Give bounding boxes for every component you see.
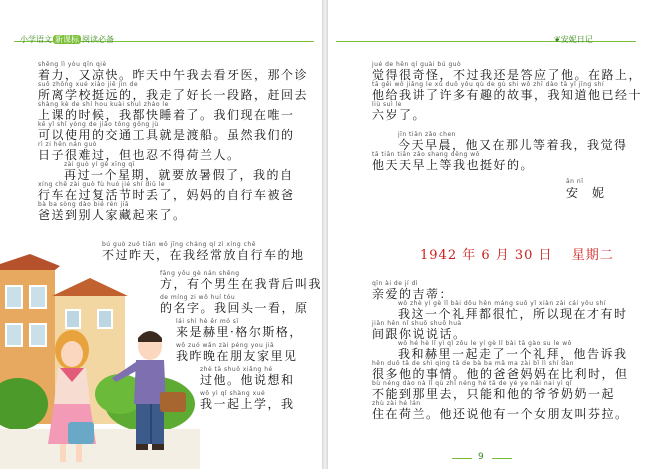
pinyin-line: wǒ yì qǐ shàng xué — [200, 390, 266, 397]
body-line: 我昨晚在朋友家里见 — [176, 349, 298, 363]
pinyin-line: bù néng dào nà lǐ qù zhǐ néng hé tā de yé ye nǎi nai yì qǐ — [372, 380, 573, 387]
body-line: 住在荷兰。他还说他有一个女朋友叫芬拉。 — [372, 407, 629, 421]
page-number-rule-right — [492, 458, 512, 459]
pinyin-line: kě yǐ shǐ yòng de jiāo tōng gōng jù — [38, 121, 159, 128]
body-line: 着力，又凉快。昨天中午我去看牙医，那个诊 — [38, 68, 309, 82]
body-line: 方，有个男生在我背后叫我 — [160, 277, 323, 291]
page-number-rule-left — [452, 458, 472, 459]
pinyin-line: fāng yǒu gè nán shēng — [160, 270, 240, 277]
pinyin-line: qīn ài de jí dì — [372, 280, 419, 287]
pinyin-line: wǒ hé hè lǐ yì qǐ zǒu le yí gè lǐ bài tā gào su le wǒ — [398, 340, 572, 347]
series-badge: 新课标 — [55, 35, 79, 44]
pinyin-line: tā tiān tiān zǎo shang děng wǒ — [372, 151, 480, 158]
body-line: 很多他的事情。他的爸爸妈妈在比利时，但 — [372, 367, 629, 381]
body-line: 今天早晨，他又在那儿等着我，我觉得 — [398, 138, 628, 152]
pinyin-line: suǒ zhōng xué xiào jiē jìn de — [38, 81, 139, 88]
boy-hair — [138, 331, 162, 342]
pinyin-line: tā gěi wǒ jiǎng le xǔ duō yǒu qù de gù shi wǒ zhī dào tā yǐ jīng shí — [372, 81, 605, 88]
pinyin-line: ān nī — [566, 178, 584, 185]
pinyin-line: wǒ zhè yí gè lǐ bài dōu hěn máng suǒ yǐ xiàn zài cái yǒu shí — [398, 300, 607, 307]
body-line: 上课的时候，我都快睡着了。我们现在唯一 — [38, 108, 295, 122]
body-line: 再过一个星期，就要放暑假了，我的自 — [64, 168, 294, 182]
pinyin-line: lái shì hè ěr mó sī — [176, 318, 239, 325]
body-line: 我这一个礼拜都很忙，所以现在才有时 — [398, 307, 628, 321]
body-line: 间跟你说说话。 — [372, 327, 467, 341]
body-line: 所离学校挺远的，我走了好长一段路，赶回去 — [38, 88, 309, 102]
pinyin-line: zài guò yí gè xīng qī — [64, 161, 135, 168]
body-line: 日子很难过，但也忍不得荷兰人。 — [38, 148, 241, 162]
body-line: 他给我讲了许多有趣的故事，我知道他已经十 — [372, 88, 643, 102]
body-line: 爸送到别人家藏起来了。 — [38, 208, 187, 222]
body-line: 六岁了。 — [372, 108, 427, 122]
body-line: 来是赫里·格尔斯格， — [176, 325, 303, 339]
pinyin-line: jīn tiān zǎo chen — [398, 131, 456, 138]
street-illustration — [0, 254, 200, 469]
body-line: 不能到那里去，只能和他的爷爷奶奶一起 — [372, 387, 616, 401]
girl-schoolbag — [68, 422, 94, 444]
pinyin-line: xíng chē zài guò fù huó jié shí diū le — [38, 181, 166, 188]
pinyin-line: hěn duō tā de shì qing tā de bà ba mā ma zài bǐ lì shí dàn — [372, 360, 575, 367]
body-line: 觉得很奇怪，不过我还是答应了他。在路上， — [372, 68, 643, 82]
series-header — [20, 34, 114, 45]
page-number: 9 — [478, 452, 484, 462]
body-line: 他天天早上等我也挺好的。 — [372, 158, 535, 172]
pinyin-line: liù suì le — [372, 101, 402, 108]
series-subtitle: 阅读必备 — [82, 35, 114, 44]
boy-briefcase — [160, 392, 186, 412]
pinyin-line: shàng kè de shí hou kuài shuì zháo le — [38, 101, 169, 108]
pinyin-line: bú guò zuó tiān wǒ jīng cháng qí zì xíng chē — [102, 241, 256, 248]
pinyin-line: shēng lì yòu qīn qiè — [38, 61, 107, 68]
body-line: 我和赫里一起走了一个礼拜，他告诉我 — [398, 347, 628, 361]
book-title-header — [554, 34, 593, 45]
leaf-icon: ❦ — [554, 35, 561, 44]
pinyin-line: de míng zi wǒ huí tóu — [160, 294, 236, 301]
pinyin-line: bà ba sòng dào bié rén jiā — [38, 201, 129, 208]
series-title: 小学语文 — [20, 35, 52, 44]
pinyin-line: jiān hěn nǐ shuō shuō huà — [372, 320, 462, 327]
pinyin-line: wǒ zuó wǎn zài péng you jiā — [176, 342, 275, 349]
pinyin-line: jué de hěn qí guài bú guò — [372, 61, 462, 68]
body-line: 不过昨天，在我经常放自行车的地 — [102, 248, 305, 262]
diary-date-heading: 1942 年 6 月 30 日 星期二 — [420, 248, 614, 263]
pinyin-line: zhè tā shuō xiǎng hé — [200, 366, 273, 373]
body-line: 的名字。我回头一看，原 — [160, 301, 309, 315]
body-line: 亲爱的吉蒂： — [372, 287, 454, 301]
body-line: 过他。他说想和 — [200, 373, 295, 387]
body-line: 可以使用的交通工具就是渡船。虽然我们的 — [38, 128, 295, 142]
signature: 安 妮 — [566, 186, 606, 200]
book-title: 安妮日记 — [560, 35, 593, 44]
body-line: 行车在过复活节时丢了，妈妈的自行车被爸 — [38, 188, 295, 202]
body-line: 我一起上学，我 — [200, 397, 295, 411]
pinyin-line: zhù zài hé lán — [372, 400, 421, 407]
pinyin-line: rì zi hěn nán guò — [38, 141, 97, 148]
